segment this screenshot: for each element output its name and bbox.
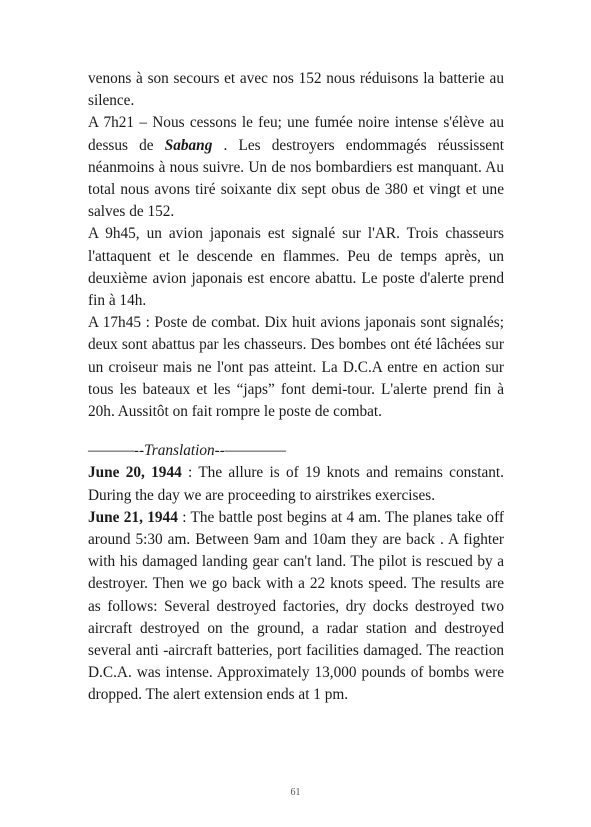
french-paragraph-3	[88, 223, 504, 312]
english-entry-1	[88, 462, 504, 506]
entry-date: June 21, 1944	[88, 508, 178, 526]
page-number: 61	[290, 787, 301, 798]
english-entry-2	[88, 507, 504, 707]
french-paragraph-2	[88, 112, 504, 223]
entry-text: : The allure is of 19 knots and remains constant. During the day we are proceeding to airstrikes exercises.	[88, 464, 504, 504]
separator-label: Translation	[144, 442, 215, 460]
french-paragraph-4	[88, 312, 504, 423]
separator-dashes-left: ———--	[88, 442, 145, 460]
page-body	[88, 68, 504, 707]
separator-dashes-right: --————	[214, 442, 287, 460]
french-text: venons à son secours et avec nos 152 nous réduisons la batterie au silence.	[88, 70, 504, 110]
entry-text: : The battle post begins at 4 am. The planes take off around 5:30 am. Between 9am and 10am they are back . A fighter with his damaged landing gear can't land. The pilot is rescued by a destroyer. Then we go back with a 22 knots speed. The results are as follows: Several destroyed factories, dry docks destroyed two aircraft destroyed on the ground, a radar station and destroyed several anti -aircraft batteries, port facilities damaged. The reaction D.C.A. was intense. Approximately 13,000 pounds of bombs were dropped. The alert extension ends at 1 pm.	[88, 508, 504, 704]
french-paragraph-1	[88, 68, 504, 112]
entry-date: June 20, 1944	[88, 464, 182, 482]
french-text: A 17h45 : Poste de combat. Dix huit avions japonais sont signalés; deux sont abattus par les chasseurs. Des bombes ont été lâchées sur un croiseur mais ne l'ont pas atteint. La D.C.A entre en action sur tous les bateaux et les “japs” font demi-tour. L'alerte prend fin à 20h. Aussitôt on fait rompre le poste de combat.	[88, 314, 504, 421]
french-text: A 7h21 – Nous cessons le feu; une fumée noire intense s'élève au dessus de	[88, 114, 504, 154]
french-text: A 9h45, un avion japonais est signalé sur l'AR. Trois chasseurs l'attaquent et le descende en flammes. Peu de temps après, un deuxième avion japonais est encore abattu. Le poste d'alerte prend fin à 14h.	[88, 225, 504, 310]
ship-name: Sabang	[164, 136, 213, 154]
french-text: . Les destroyers endommagés réussissent néanmoins à nous suivre. Un de nos bombardiers est manquant. Au total nous avons tiré soixante dix sept obus de 380 et vingt et une salves de 152.	[88, 136, 504, 221]
translation-separator	[88, 440, 504, 462]
